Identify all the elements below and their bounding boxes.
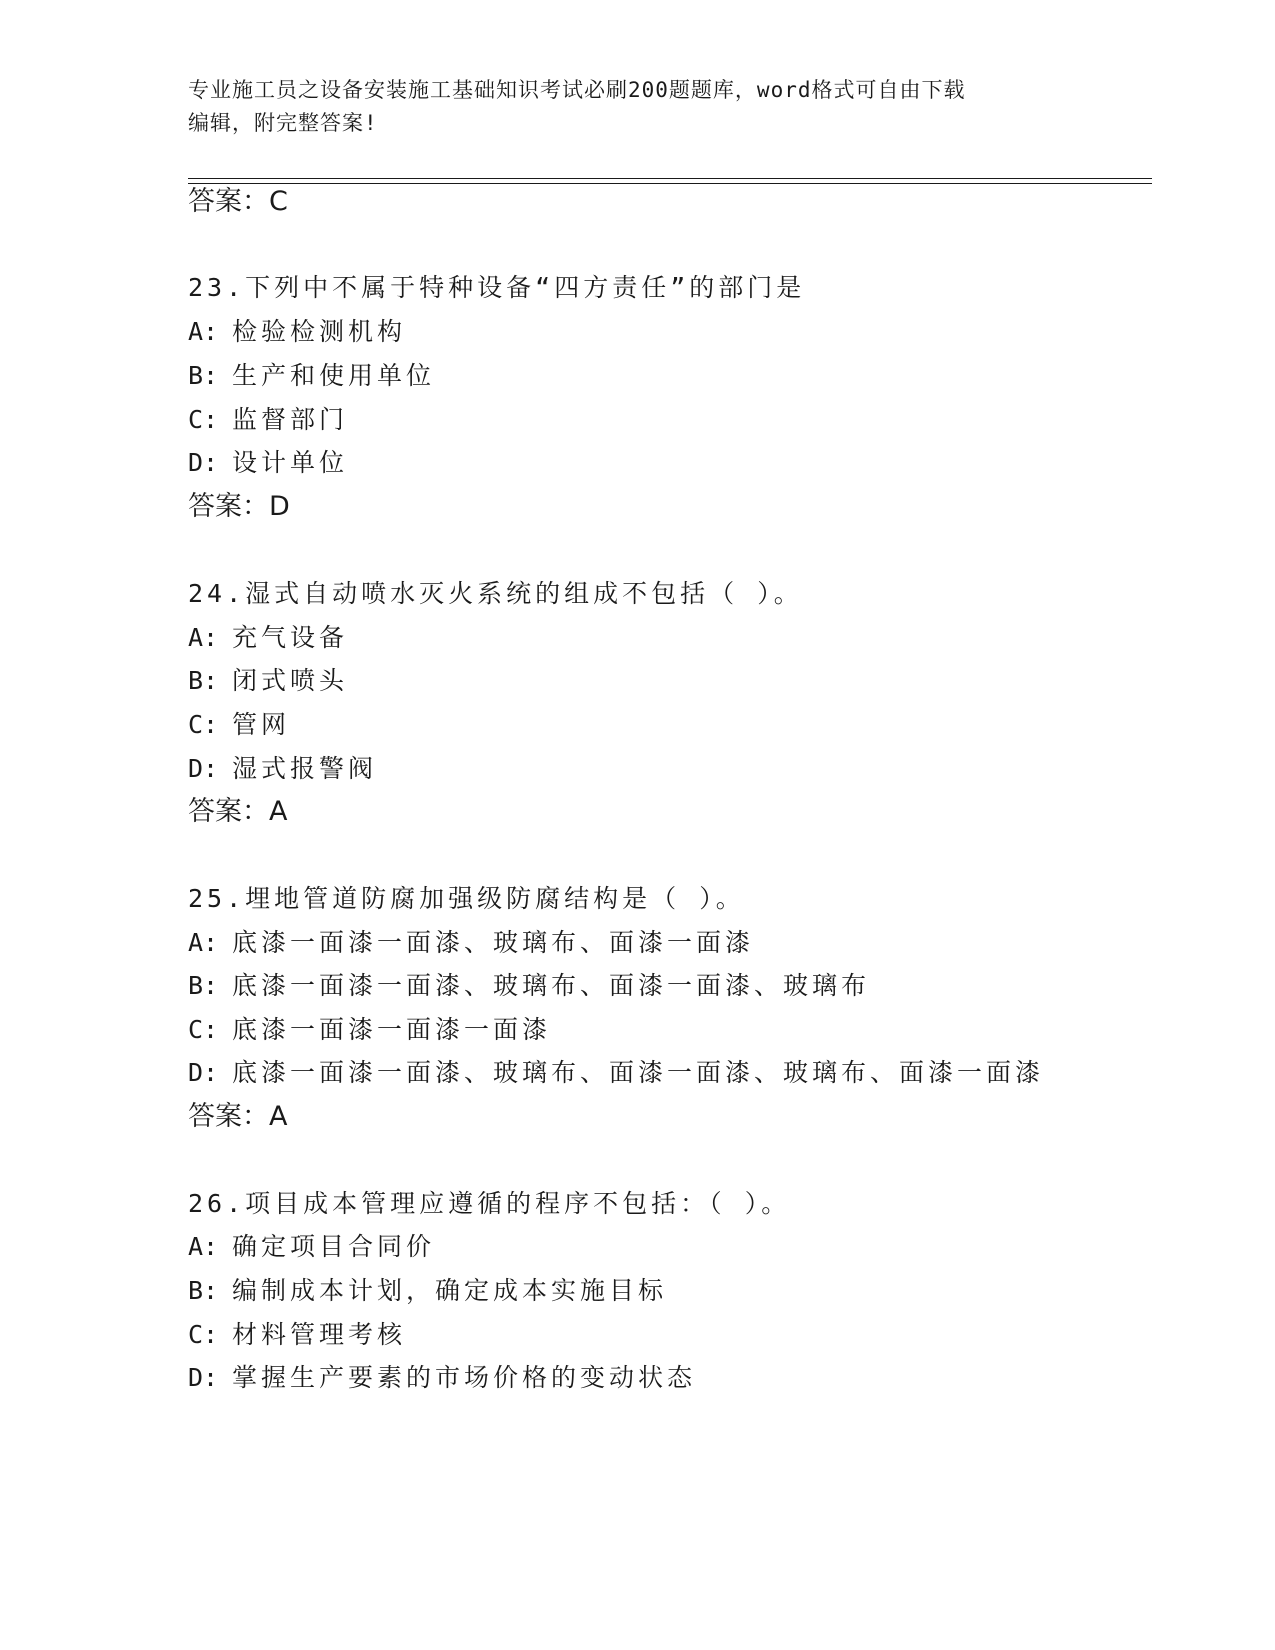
- option-d: [188, 445, 348, 481]
- option-text: 充气设备: [232, 623, 349, 652]
- header-title-line-2: 编辑，附完整答案!: [188, 111, 378, 135]
- option-text: 监督部门: [232, 405, 349, 434]
- option-d: [188, 751, 377, 787]
- option-key: C:: [188, 1015, 219, 1044]
- option-key: A:: [188, 928, 219, 957]
- document-header: [188, 74, 1088, 140]
- option-a: [188, 925, 754, 961]
- answer-value: A: [269, 796, 288, 827]
- question-text: 26.项目成本管理应遵循的程序不包括：（ ）。: [188, 1189, 791, 1218]
- option-text: 底漆一面漆一面漆、玻璃布、面漆一面漆、玻璃布: [232, 971, 871, 1000]
- option-text: 掌握生产要素的市场价格的变动状态: [232, 1363, 697, 1392]
- option-text: 湿式报警阀: [232, 754, 378, 783]
- option-text: 材料管理考核: [232, 1320, 407, 1349]
- answer-label: 答案：: [188, 186, 269, 217]
- option-key: D:: [188, 1058, 219, 1087]
- option-text: 确定项目合同价: [232, 1232, 436, 1261]
- option-key: B:: [188, 1276, 219, 1305]
- answer-value: A: [269, 1101, 288, 1132]
- answer-line: [188, 1099, 287, 1135]
- answer-label: 答案：: [188, 491, 269, 522]
- option-text: 闭式喷头: [232, 666, 349, 695]
- question-text: 25.埋地管道防腐加强级防腐结构是（ ）。: [188, 884, 745, 913]
- option-key: D:: [188, 448, 219, 477]
- option-c: [188, 1317, 406, 1353]
- option-d: [188, 1360, 696, 1396]
- option-text: 生产和使用单位: [232, 361, 436, 390]
- answer-label: 答案：: [188, 1101, 269, 1132]
- option-key: C:: [188, 405, 219, 434]
- option-text: 设计单位: [232, 448, 349, 477]
- option-a: [188, 620, 348, 656]
- option-key: B:: [188, 666, 219, 695]
- answer-line: [188, 184, 288, 220]
- option-b: [188, 663, 348, 699]
- option-key: A:: [188, 317, 219, 346]
- option-text: 底漆一面漆一面漆、玻璃布、面漆一面漆: [232, 928, 755, 957]
- header-divider-bottom: [188, 183, 1152, 184]
- option-text: 编制成本计划，确定成本实施目标: [232, 1276, 668, 1305]
- option-d: [188, 1055, 1044, 1091]
- answer-line: [188, 794, 287, 830]
- option-text: 底漆一面漆一面漆、玻璃布、面漆一面漆、玻璃布、面漆一面漆: [232, 1058, 1045, 1087]
- option-key: B:: [188, 971, 219, 1000]
- option-key: A:: [188, 623, 219, 652]
- answer-label: 答案：: [188, 796, 269, 827]
- option-key: D:: [188, 1363, 219, 1392]
- answer-line: [188, 489, 290, 525]
- option-key: C:: [188, 1320, 219, 1349]
- option-c: [188, 1012, 551, 1048]
- answer-value: D: [269, 491, 290, 522]
- option-c: [188, 707, 290, 743]
- header-divider-top: [188, 178, 1152, 179]
- option-text: 检验检测机构: [232, 317, 407, 346]
- header-title-line-1: 专业施工员之设备安装施工基础知识考试必刷200题题库，word格式可自由下载: [188, 78, 966, 102]
- option-b: [188, 358, 435, 394]
- option-key: C:: [188, 710, 219, 739]
- option-key: D:: [188, 754, 219, 783]
- option-b: [188, 1273, 667, 1309]
- option-b: [188, 968, 870, 1004]
- option-c: [188, 402, 348, 438]
- option-a: [188, 1229, 435, 1265]
- question-text: 23.下列中不属于特种设备“四方责任”的部门是: [188, 273, 806, 302]
- option-text: 管网: [232, 710, 291, 739]
- option-text: 底漆一面漆一面漆一面漆: [232, 1015, 552, 1044]
- option-key: A:: [188, 1232, 219, 1261]
- answer-value: C: [269, 186, 288, 217]
- option-key: B:: [188, 361, 219, 390]
- option-a: [188, 314, 406, 350]
- question-text: 24.湿式自动喷水灭火系统的组成不包括（ ）。: [188, 579, 803, 608]
